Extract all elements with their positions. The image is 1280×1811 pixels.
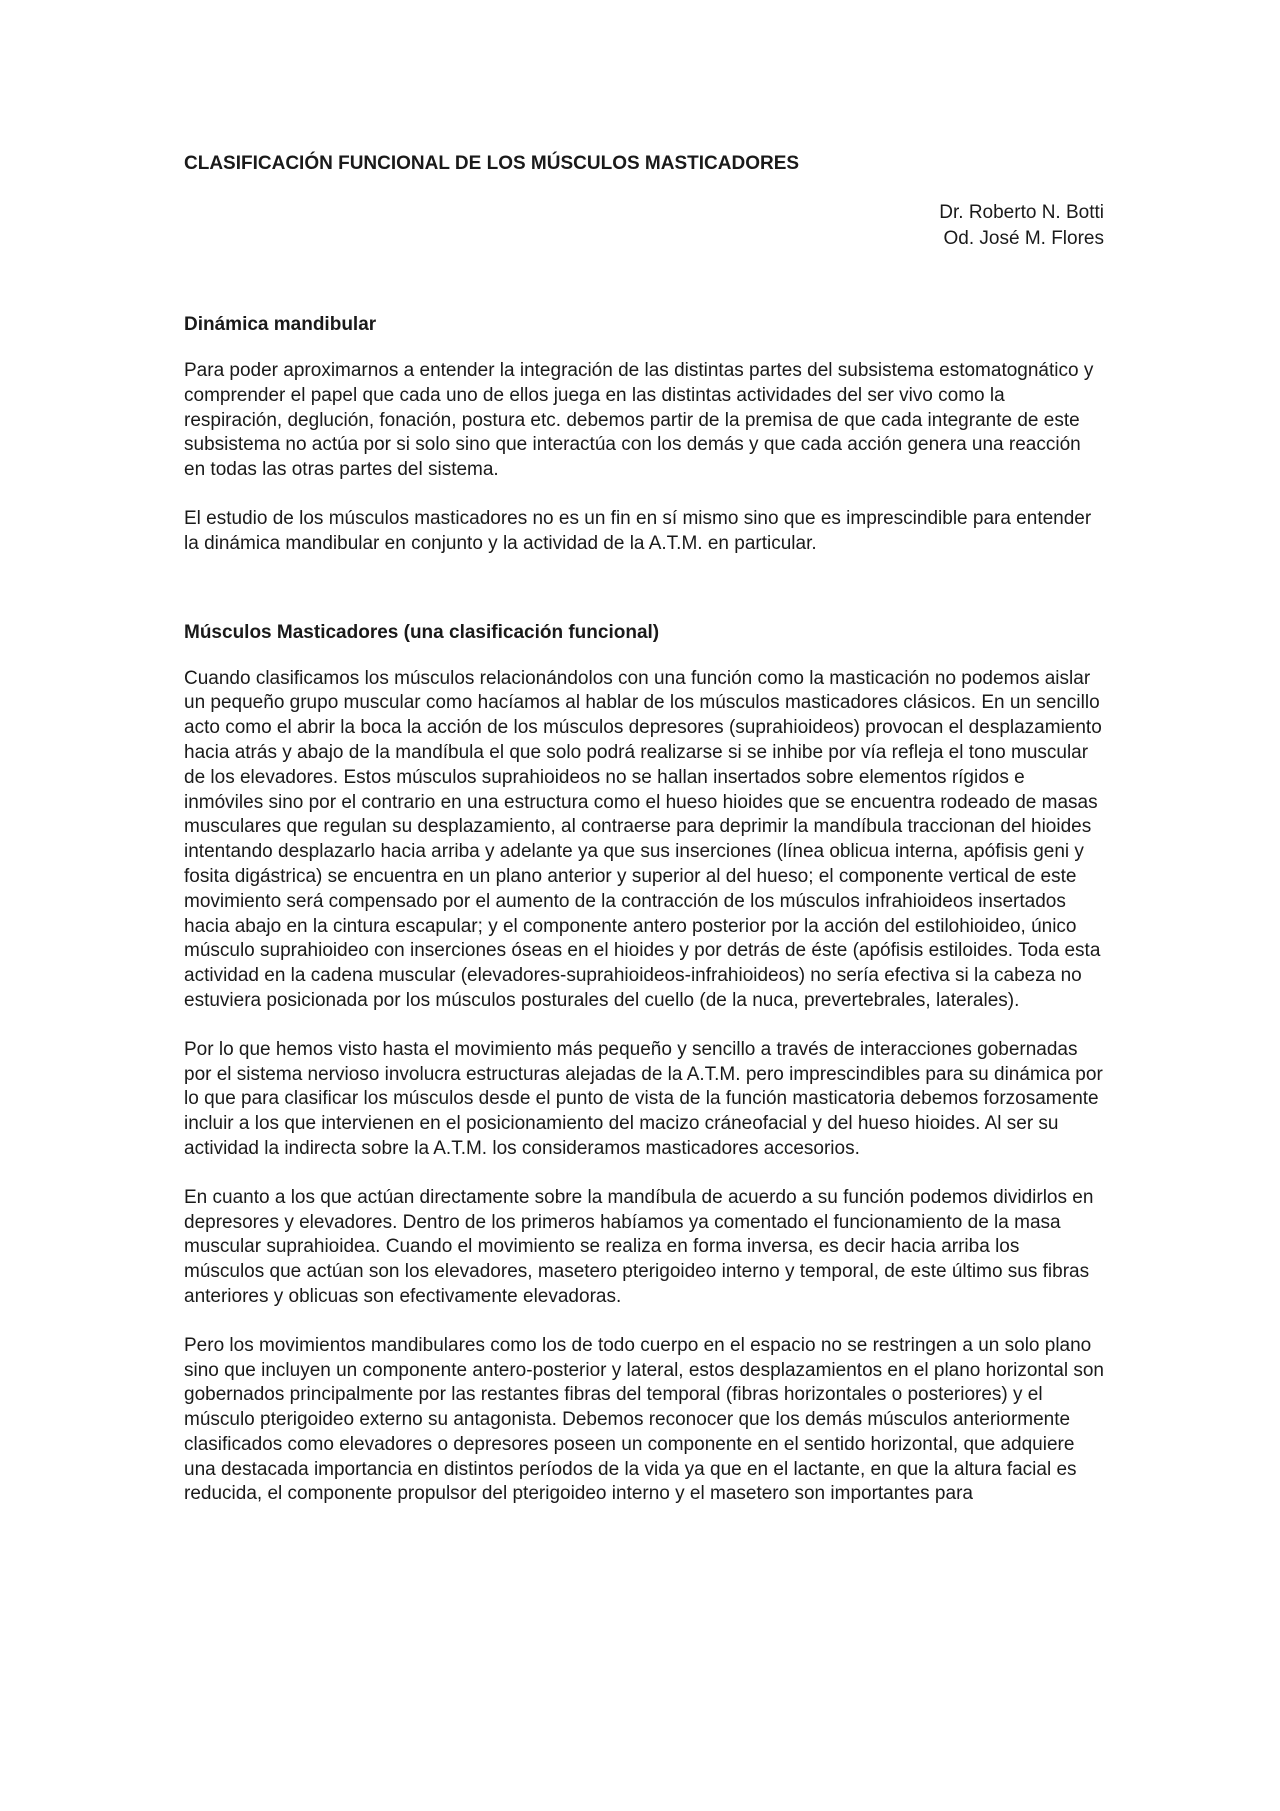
section-heading-musculos-masticadores: Músculos Masticadores (una clasificación funcional) bbox=[184, 621, 660, 643]
paragraph: Pero los movimientos mandibulares como los de todo cuerpo en el espacio no se restringen a un solo plano sino que incluyen un componente antero-posterior y lateral, estos desplazamientos en el plano horizontal son gobernados principalmente por las restantes fibras del temporal (fibras horizontales o posteriores) y el músculo pterigoideo externo su antagonista. Debemos reconocer que los demás músculos anteriormente clasificados como elevadores o depresores poseen un componente en el sentido horizontal, que adquiere una destacada importancia en distintos períodos de la vida ya que en el lactante, en que la altura facial es reducida, el componente propulsor del pterigoideo interno y el masetero son importantes para bbox=[184, 1334, 1104, 1505]
paragraph: Cuando clasificamos los músculos relacionándolos con una función como la masticación no podemos aislar un pequeño grupo muscular como hacíamos al hablar de los músculos masticadores clásicos. En un sencillo acto como el abrir la boca la acción de los músculos depresores (suprahioideos) provocan el desplazamiento hacia atrás y abajo de la mandíbula el que solo podrá realizarse si se inhibe por vía refleja el tono muscular de los elevadores. Estos músculos suprahioideos no se hallan insertados sobre elementos rígidos e inmóviles sino por el contrario en una estructura como el hueso hioides que se encuentra rodeado de masas musculares que regulan su desplazamiento, al contraerse para deprimir la mandíbula traccionan del hioides intentando desplazarlo hacia arriba y adelante ya que sus inserciones (línea oblicua interna, apófisis geni y fosita digástrica) se encuentra en un plano anterior y superior al del hueso; el componente vertical de este movimiento será compensado por el aumento de la contracción de los músculos infrahioideos insertados hacia abajo en la cintura escapular; y el componente antero posterior por la acción del estilohioideo, único músculo suprahioideo con inserciones óseas en el hioides y por detrás de éste (apófisis estiloides. Toda esta actividad en la cadena muscular (elevadores-suprahioideos-infrahioideos) no sería efectiva si la cabeza no estuviera posicionada por los músculos posturales del cuello (de la nuca, prevertebrales, laterales). bbox=[184, 667, 1102, 1011]
document-title: CLASIFICACIÓN FUNCIONAL DE LOS MÚSCULOS MASTICADORES bbox=[184, 153, 800, 174]
author-name: Od. José M. Flores bbox=[943, 228, 1104, 249]
section-heading-dinamica-mandibular: Dinámica mandibular bbox=[184, 314, 377, 335]
paragraph: El estudio de los músculos masticadores no es un fin en sí mismo sino que es imprescindible para entender la dinámica mandibular en conjunto y la actividad de la A.T.M. en particular. bbox=[184, 507, 1092, 554]
paragraph: Para poder aproximarnos a entender la integración de las distintas partes del subsistema estomatognático y comprender el papel que cada uno de ellos juega en las distintas actividades del ser vivo como la respiración, deglución, fonación, postura etc. debemos partir de la premisa de que cada integrante de este subsistema no actúa por si solo sino que interactúa con los demás y que cada acción genera una reacción en todas las otras partes del sistema. bbox=[184, 360, 1094, 481]
paragraph: Por lo que hemos visto hasta el movimiento más pequeño y sencillo a través de interacciones gobernadas por el sistema nervioso involucra estructuras alejadas de la A.T.M. pero imprescindibles para su dinámica por lo que para clasificar los músculos desde el punto de vista de la función masticatoria debemos forzosamente incluir a los que intervienen en el posicionamiento del macizo cráneofacial y del hueso hioides. Al ser su actividad la indirecta sobre la A.T.M. los consideramos masticadores accesorios. bbox=[184, 1038, 1103, 1159]
author-block bbox=[184, 200, 1104, 252]
paragraph: En cuanto a los que actúan directamente sobre la mandíbula de acuerdo a su función podemos dividirlos en depresores y elevadores. Dentro de los primeros habíamos ya comentado el funcionamiento de la masa muscular suprahioidea. Cuando el movimiento se realiza en forma inversa, es decir hacia arriba los músculos que actúan son los elevadores, masetero pterigoideo interno y temporal, de este último sus fibras anteriores y oblicuas son efectivamente elevadoras. bbox=[184, 1186, 1094, 1307]
document-body bbox=[184, 150, 1104, 1507]
author-name: Dr. Roberto N. Botti bbox=[939, 202, 1104, 223]
